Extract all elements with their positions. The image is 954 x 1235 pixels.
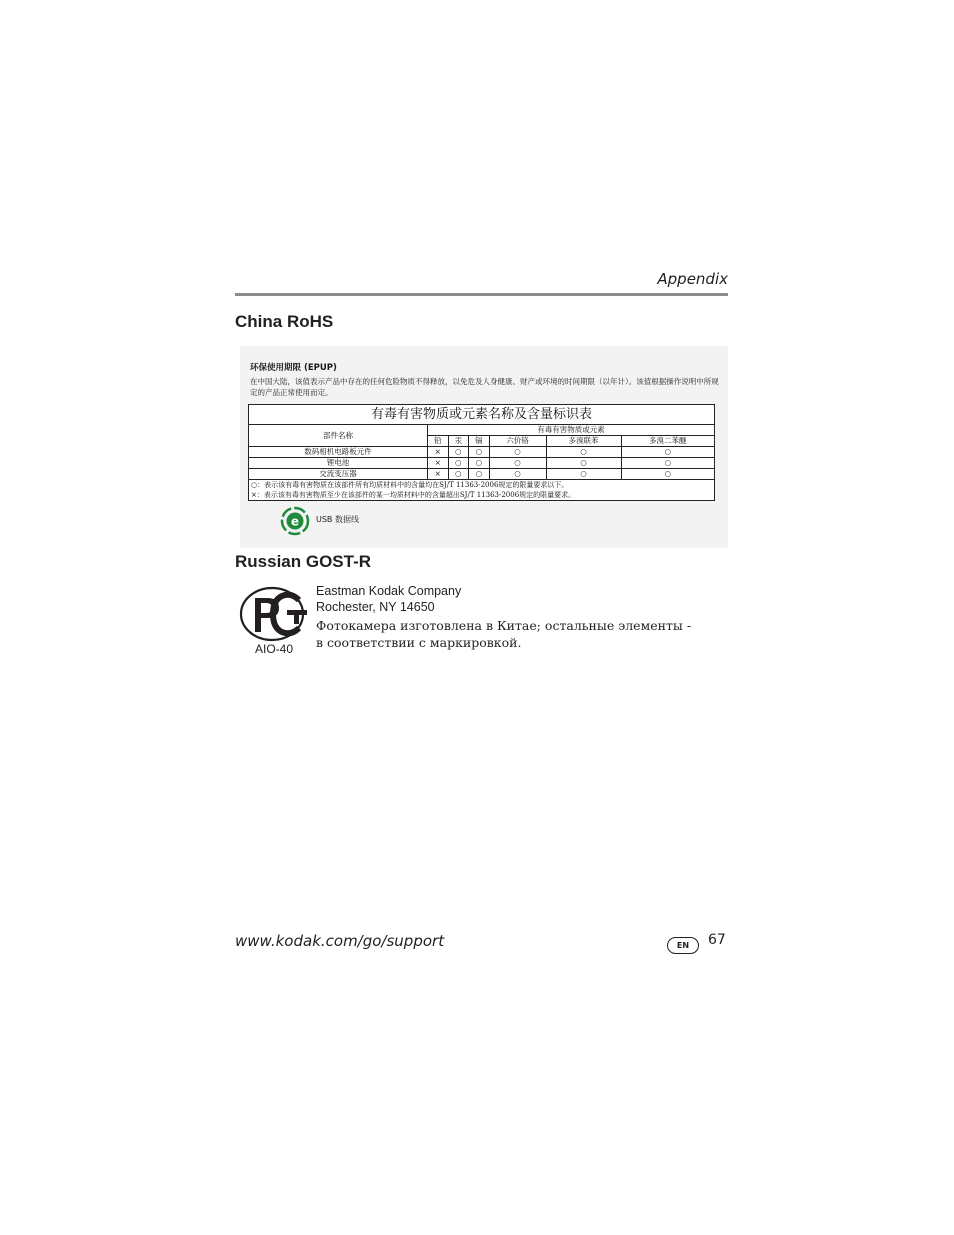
russian-statement-line-2: в соответствии с маркировкой. [316,635,522,650]
mark-cell: ○ [546,458,621,469]
usb-cable-label: USB 数据线 [316,515,359,524]
epup-title: 环保使用期限 (EPUP) [250,363,337,373]
mark-cell: ○ [448,458,469,469]
hazardous-substances-table [248,404,715,501]
column-header: 铅 [428,436,449,447]
mark-cell: ○ [469,458,490,469]
russian-gost-heading: Russian GOST-R [235,552,372,571]
running-head: Appendix [657,270,728,288]
part-name: 数码相机电路板元件 [249,447,428,458]
substance-group-header: 有毒有害物质或元素 [428,425,715,436]
mark-cell: ○ [621,469,714,480]
mark-cell: ○ [546,447,621,458]
epup-logo-letter: e [290,514,300,529]
mark-cell: ○ [621,447,714,458]
table-caption: 有毒有害物质或元素名称及含量标识表 [249,405,715,425]
russian-statement-line-1: Фотокамера изготовлена в Китае; остальные элементы - [316,618,692,633]
column-header: 镉 [469,436,490,447]
part-name: 交流变压器 [249,469,428,480]
part-name-header: 部件名称 [249,425,428,447]
mark-cell: ○ [546,469,621,480]
part-name: 锂电池 [249,458,428,469]
mark-cell: × [428,469,449,480]
china-rohs-heading: China RoHS [235,312,334,331]
header-rule [235,293,728,296]
language-badge: EN [667,937,699,954]
column-header: 汞 [448,436,469,447]
mark-cell: ○ [489,447,546,458]
table-row [249,469,715,480]
mark-cell: × [428,458,449,469]
epup-description: 在中国大陆，该值表示产品中存在的任何危险物质不得释放，以免危及人身健康、财产或环境的时间期限（以年计）。该值根据操作说明中所规定的产品正常使用而定。 [250,377,719,397]
mark-cell: ○ [489,469,546,480]
table-row [249,458,715,469]
table-note-o: ○：表示该有毒有害物质在该部件所有均质材料中的含量均在SJ/T 11363-2006规定的限量要求以下。 [249,480,715,491]
mark-cell: ○ [469,469,490,480]
table-row [249,447,715,458]
page-number: 67 [708,932,726,948]
column-header: 多溴联苯 [546,436,621,447]
column-header: 多溴二苯醚 [621,436,714,447]
mark-cell: ○ [448,469,469,480]
gost-certification-code: AIO-40 [255,642,294,656]
mark-cell: ○ [621,458,714,469]
mark-cell: ○ [469,447,490,458]
table-note-x: ×：表示该有毒有害物质至少在该部件的某一均质材料中的含量超出SJ/T 11363-2006规定的限量要求。 [249,490,715,501]
mark-cell: × [428,447,449,458]
mark-cell: ○ [448,447,469,458]
gost-r-mark-icon [239,586,309,642]
manufacturer-name: Eastman Kodak Company [316,584,462,598]
manufacturer-address: Rochester, NY 14650 [316,600,435,614]
epup-recycle-logo-icon [280,506,310,536]
support-url: www.kodak.com/go/support [235,932,445,950]
mark-cell: ○ [489,458,546,469]
column-header: 六价铬 [489,436,546,447]
